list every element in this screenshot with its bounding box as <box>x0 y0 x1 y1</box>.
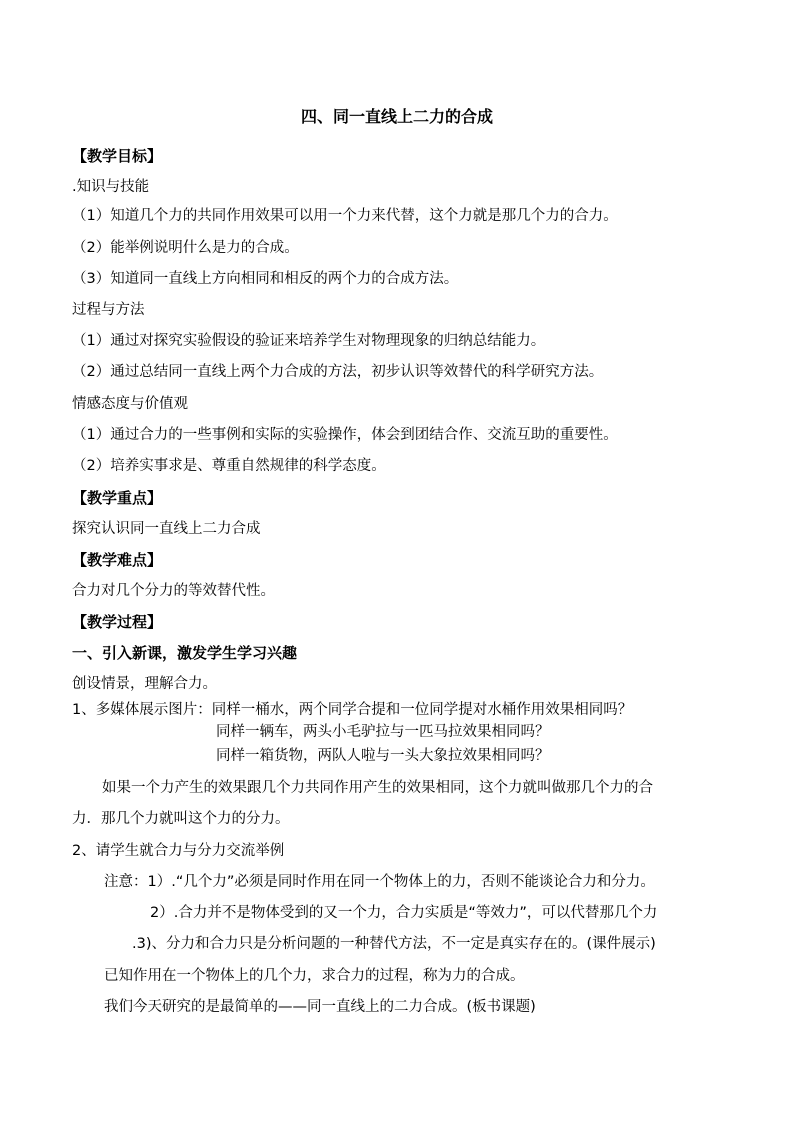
difficulty-heading: 【教学难点】 <box>72 551 163 569</box>
part1-heading: 一、引入新课，激发学生学习兴趣 <box>72 644 298 662</box>
lesson-topic-statement: 我们今天研究的是最简单的——同一直线上的二力合成。(板书课题) <box>104 999 536 1015</box>
attitude-item-1: （1）通过合力的一些事例和实际的实验操作，体会到团结合作、交流互助的重要性。 <box>72 427 618 443</box>
teaching-process-heading: 【教学过程】 <box>72 613 163 631</box>
key-point-text: 探究认识同一直线上二力合成 <box>72 521 261 537</box>
note-3: .3)、分力和合力只是分析问题的一种替代方法，不一定是真实存在的。(课件展示) <box>132 936 656 952</box>
force-composition-definition: 已知作用在一个物体上的几个力，求合力的过程，称为力的合成。 <box>104 968 525 984</box>
note-1: 注意：1）.“几个力”必须是同时作用在同一个物体上的力，否则不能谈论合力和分力。 <box>104 874 655 890</box>
difficulty-text: 合力对几个分力的等效替代性。 <box>72 583 275 599</box>
knowledge-skills-label: .知识与技能 <box>72 179 150 195</box>
part1-item-2: 2、请学生就合力与分力交流举例 <box>72 843 285 859</box>
part1-item-1-line-2: 同样一辆车，两头小毛驴拉与一匹马拉效果相同吗？ <box>216 724 550 740</box>
process-item-2: （2）通过总结同一直线上两个力合成的方法，初步认识等效替代的科学研究方法。 <box>72 364 604 380</box>
attitude-item-2: （2）培养实事求是、尊重自然规律的科学态度。 <box>72 458 386 474</box>
merged-force-definition-cont: 力．那几个力就叫这个力的分力。 <box>72 811 290 827</box>
knowledge-item-1: （1）知道几个力的共同作用效果可以用一个力来代替，这个力就是那几个力的合力。 <box>72 208 618 224</box>
part1-intro: 创设情景，理解合力。 <box>72 676 217 692</box>
part1-item-1: 1、多媒体展示图片：同样一桶水，两个同学合提和一位同学提对水桶作用效果相同吗？ <box>72 702 633 718</box>
knowledge-item-3: （3）知道同一直线上方向相同和相反的两个力的合成方法。 <box>72 271 459 287</box>
process-methods-label: 过程与方法 <box>72 302 145 318</box>
key-point-heading: 【教学重点】 <box>72 489 163 507</box>
attitude-values-label: 情感态度与价值观 <box>72 396 188 412</box>
note-2: 2）.合力并不是物体受到的又一个力，合力实质是“等效力”，可以代替那几个力 <box>150 905 658 921</box>
process-item-1: （1）通过对探究实验假设的验证来培养学生对物理现象的归纳总结能力。 <box>72 333 546 349</box>
merged-force-definition: 如果一个力产生的效果跟几个力共同作用产生的效果相同，这个力就叫做那几个力的合 <box>102 780 653 796</box>
knowledge-item-2: （2）能举例说明什么是力的合成。 <box>72 240 299 256</box>
page-title: 四、同一直线上二力的合成 <box>300 107 493 126</box>
part1-item-1-line-3: 同样一箱货物，两队人啦与一头大象拉效果相同吗？ <box>216 748 550 764</box>
teaching-goals-heading: 【教学目标】 <box>72 147 163 165</box>
